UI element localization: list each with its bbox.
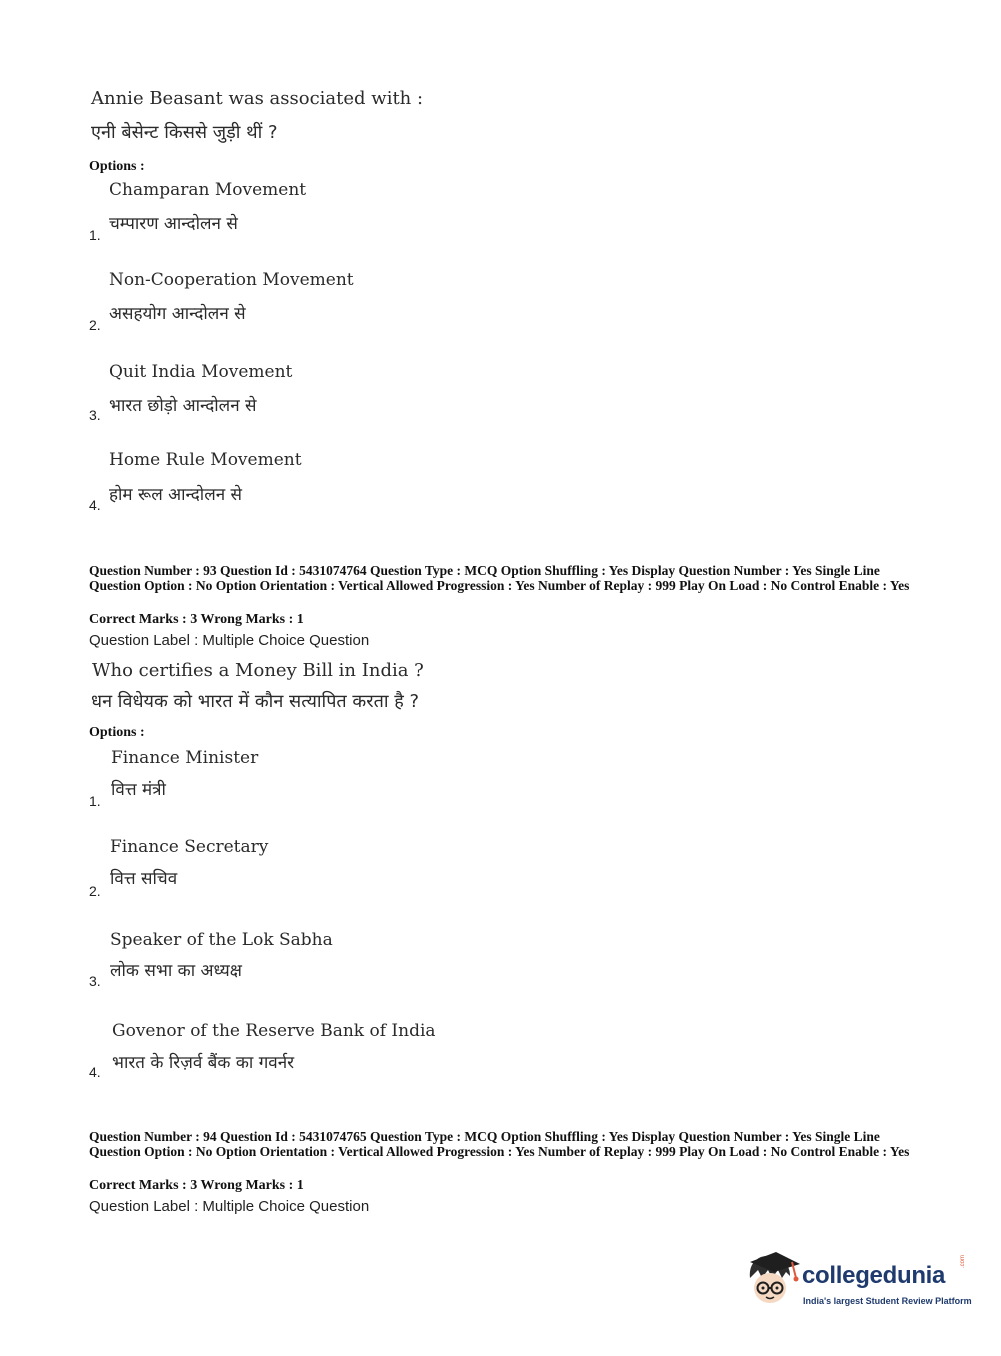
option-text-hi: असहयोग आन्दोलन से bbox=[109, 304, 246, 324]
logo-wordmark: collegedunia bbox=[802, 1262, 946, 1289]
q94-meta: Question Number : 94 Question Id : 5431074765 Question Type : MCQ Option Shuffling : Yes Display Question Number : Yes Single Line Question Option : No Option Orientation : Vertical Allowed Progression : Yes Number of Replay : 999 Play On Load : No Control Enable : Yes bbox=[89, 1129, 910, 1159]
option-text-en: Home Rule Movement bbox=[109, 450, 302, 470]
collegedunia-logo bbox=[742, 1248, 972, 1312]
option-text-en: Non-Cooperation Movement bbox=[109, 270, 354, 290]
option-text-hi: भारत छोड़ो आन्दोलन से bbox=[109, 396, 257, 416]
mascot-icon bbox=[742, 1248, 800, 1308]
q92-question-hi: एनी बेसेन्ट किससे जुड़ी थीं ? bbox=[91, 122, 278, 143]
option-number: 1. bbox=[89, 793, 101, 809]
option-text-en: Finance Minister bbox=[111, 748, 259, 768]
logo-tagline: India's largest Student Review Platform bbox=[803, 1296, 972, 1306]
option-number: 4. bbox=[89, 1064, 101, 1080]
option-text-en: Finance Secretary bbox=[110, 837, 269, 857]
logo-com: .com bbox=[960, 1254, 966, 1268]
q94-marks: Correct Marks : 3 Wrong Marks : 1 bbox=[89, 1178, 304, 1193]
q93-marks: Correct Marks : 3 Wrong Marks : 1 bbox=[89, 612, 304, 627]
q94-question-label: Question Label : Multiple Choice Question bbox=[89, 1198, 370, 1215]
q92-question-en: Annie Beasant was associated with : bbox=[91, 88, 424, 109]
option-number: 2. bbox=[89, 883, 101, 899]
q92-options-label: Options : bbox=[89, 159, 145, 174]
option-number: 2. bbox=[89, 317, 101, 333]
q93-options-label: Options : bbox=[89, 725, 145, 740]
option-number: 3. bbox=[89, 407, 101, 423]
option-number: 4. bbox=[89, 497, 101, 513]
option-text-en: Speaker of the Lok Sabha bbox=[110, 930, 333, 950]
q93-meta: Question Number : 93 Question Id : 5431074764 Question Type : MCQ Option Shuffling : Yes Display Question Number : Yes Single Line Question Option : No Option Orientation : Vertical Allowed Progression : Yes Number of Replay : 999 Play On Load : No Control Enable : Yes bbox=[89, 563, 910, 593]
q93-question-label: Question Label : Multiple Choice Question bbox=[89, 632, 370, 649]
option-text-hi: वित्त सचिव bbox=[110, 869, 178, 889]
option-text-en: Govenor of the Reserve Bank of India bbox=[112, 1021, 436, 1041]
option-text-hi: भारत के रिज़र्व बैंक का गवर्नर bbox=[112, 1053, 295, 1073]
q93-question-hi: धन विधेयक को भारत में कौन सत्यापित करता है ? bbox=[91, 691, 420, 712]
option-text-en: Quit India Movement bbox=[109, 362, 293, 382]
option-text-hi: चम्पारण आन्दोलन से bbox=[109, 214, 238, 234]
option-number: 3. bbox=[89, 973, 101, 989]
option-number: 1. bbox=[89, 227, 101, 243]
option-text-hi: वित्त मंत्री bbox=[111, 780, 166, 800]
q93-question-en: Who certifies a Money Bill in India ? bbox=[92, 660, 424, 681]
option-text-hi: लोक सभा का अध्यक्ष bbox=[110, 961, 242, 981]
option-text-en: Champaran Movement bbox=[109, 180, 307, 200]
option-text-hi: होम रूल आन्दोलन से bbox=[109, 485, 243, 505]
